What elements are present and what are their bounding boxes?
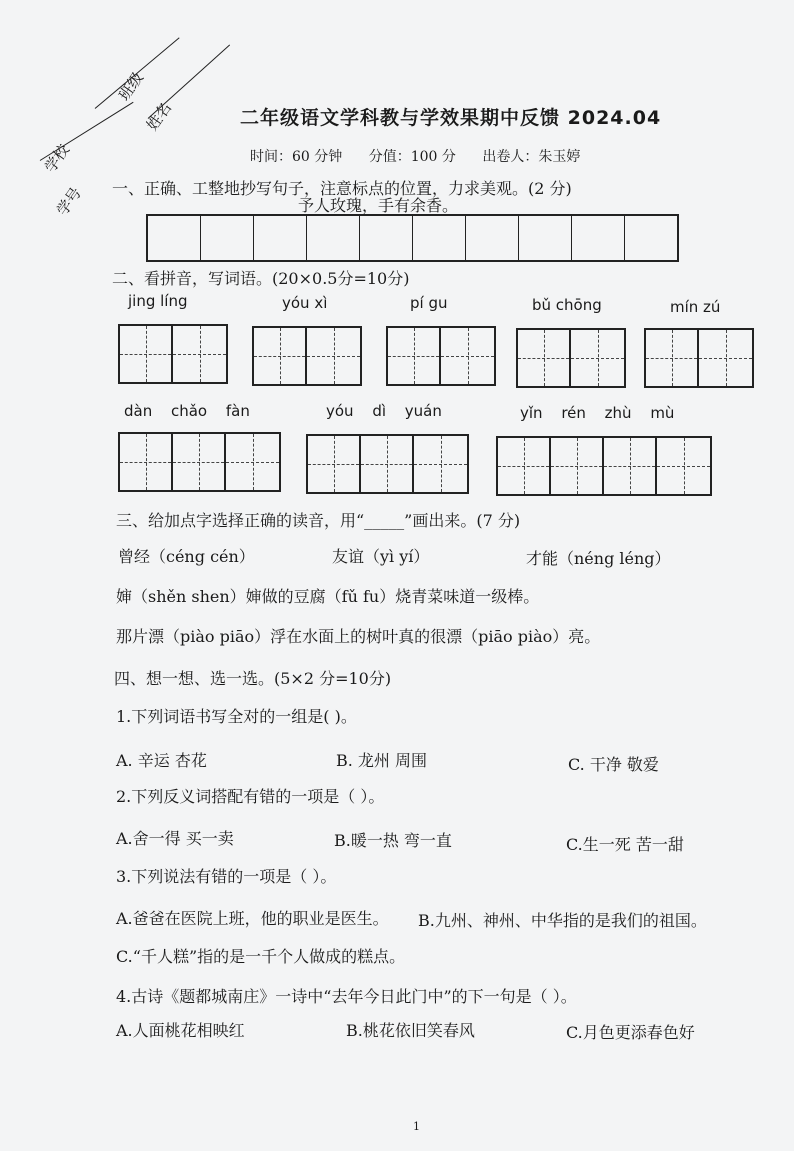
- option-4c[interactable]: C.月色更添春色好: [566, 1023, 695, 1042]
- copy-cell[interactable]: [148, 216, 201, 260]
- exam-time: 时间：60 分钟: [250, 149, 343, 165]
- title-text: 二年级语文学科教与学效果期中反馈: [240, 107, 561, 129]
- reading-item[interactable]: 才能（néng léng）: [526, 549, 671, 568]
- pinyin-label: yóu xì: [282, 294, 328, 312]
- answer-box[interactable]: [644, 328, 754, 388]
- name-label: 姓名: [143, 99, 175, 134]
- option-4b[interactable]: B.桃花依旧笑春风: [346, 1021, 475, 1040]
- pinyin-label: mín zú: [670, 298, 721, 316]
- reading-sentence[interactable]: 婶（shěn shen）婶做的豆腐（fǔ fu）烧青菜味道一级棒。: [116, 587, 540, 606]
- exam-author: 出卷人：朱玉婷: [482, 149, 581, 165]
- answer-box[interactable]: [118, 324, 228, 384]
- pinyin-label: jing líng: [128, 292, 188, 310]
- option-3a[interactable]: A.爸爸在医院上班，他的职业是医生。: [116, 909, 389, 928]
- exam-meta: [250, 146, 602, 166]
- copy-cell[interactable]: [201, 216, 254, 260]
- answer-box[interactable]: [386, 326, 496, 386]
- copy-cell[interactable]: [360, 216, 413, 260]
- option-1b[interactable]: B. 龙州 周围: [336, 751, 428, 770]
- copy-cell[interactable]: [413, 216, 466, 260]
- reading-item[interactable]: 友谊（yì yí）: [332, 547, 430, 566]
- section2-heading: 二、看拼音，写词语。(20×0.5分=10分): [112, 269, 410, 288]
- pinyin-label: yóu dì yuán: [326, 402, 442, 420]
- page-title: [240, 103, 661, 130]
- section4-heading: 四、想一想、选一选。(5×2 分=10分): [114, 669, 392, 688]
- copy-cell[interactable]: [519, 216, 572, 260]
- copy-sentence: 予人玫瑰，手有余香。: [298, 196, 459, 215]
- question-3: 3.下列说法有错的一项是（ ）。: [116, 867, 337, 886]
- pinyin-label: bǔ chōng: [532, 296, 602, 314]
- class-label: 班级: [115, 69, 147, 104]
- option-2b[interactable]: B.暖一热 弯一直: [334, 831, 452, 850]
- reading-sentence[interactable]: 那片漂（piào piāo）浮在水面上的树叶真的很漂（piāo piào）亮。: [116, 627, 601, 646]
- option-3b[interactable]: B.九州、神州、中华指的是我们的祖国。: [418, 911, 707, 930]
- copy-cell[interactable]: [572, 216, 625, 260]
- pinyin-label: yǐn rén zhù mù: [520, 404, 675, 422]
- section1-heading: 一、正确、工整地抄写句子，注意标点的位置，力求美观。(2 分): [112, 179, 572, 198]
- question-4: 4.古诗《题都城南庄》一诗中“去年今日此门中”的下一句是（ ）。: [116, 987, 577, 1006]
- option-1c[interactable]: C. 干净 敬爱: [568, 755, 659, 774]
- copy-cell[interactable]: [307, 216, 360, 260]
- answer-box[interactable]: [516, 328, 626, 388]
- school-label: 学校: [41, 141, 73, 176]
- title-year: 2024.04: [567, 107, 662, 129]
- answer-box[interactable]: [252, 326, 362, 386]
- question-1: 1.下列词语书写全对的一组是( )。: [116, 707, 357, 726]
- copy-cell[interactable]: [625, 216, 677, 260]
- copy-cell[interactable]: [254, 216, 307, 260]
- pinyin-label: pí gu: [410, 294, 448, 312]
- section3-heading: 三、给加点字选择正确的读音，用“_____”画出来。(7 分): [116, 511, 521, 530]
- question-2: 2.下列反义词搭配有错的一项是（ ）。: [116, 787, 385, 806]
- copy-cell[interactable]: [466, 216, 519, 260]
- exam-score: 分值：100 分: [368, 149, 456, 165]
- option-2a[interactable]: A.舍一得 买一卖: [116, 829, 234, 848]
- copy-grid[interactable]: [146, 214, 679, 262]
- answer-box[interactable]: [306, 434, 469, 494]
- option-3c[interactable]: C.“千人糕”指的是一千个人做成的糕点。: [116, 947, 406, 966]
- student-id-label: 学号: [53, 184, 85, 219]
- option-1a[interactable]: A. 辛运 杏花: [116, 751, 207, 770]
- pinyin-label: dàn chǎo fàn: [124, 402, 250, 420]
- reading-item[interactable]: 曾经（céng cén）: [118, 547, 255, 566]
- option-4a[interactable]: A.人面桃花相映红: [116, 1021, 245, 1040]
- page-number: 1: [413, 1120, 420, 1133]
- answer-box[interactable]: [118, 432, 281, 492]
- option-2c[interactable]: C.生一死 苦一甜: [566, 835, 684, 854]
- answer-box[interactable]: [496, 436, 712, 496]
